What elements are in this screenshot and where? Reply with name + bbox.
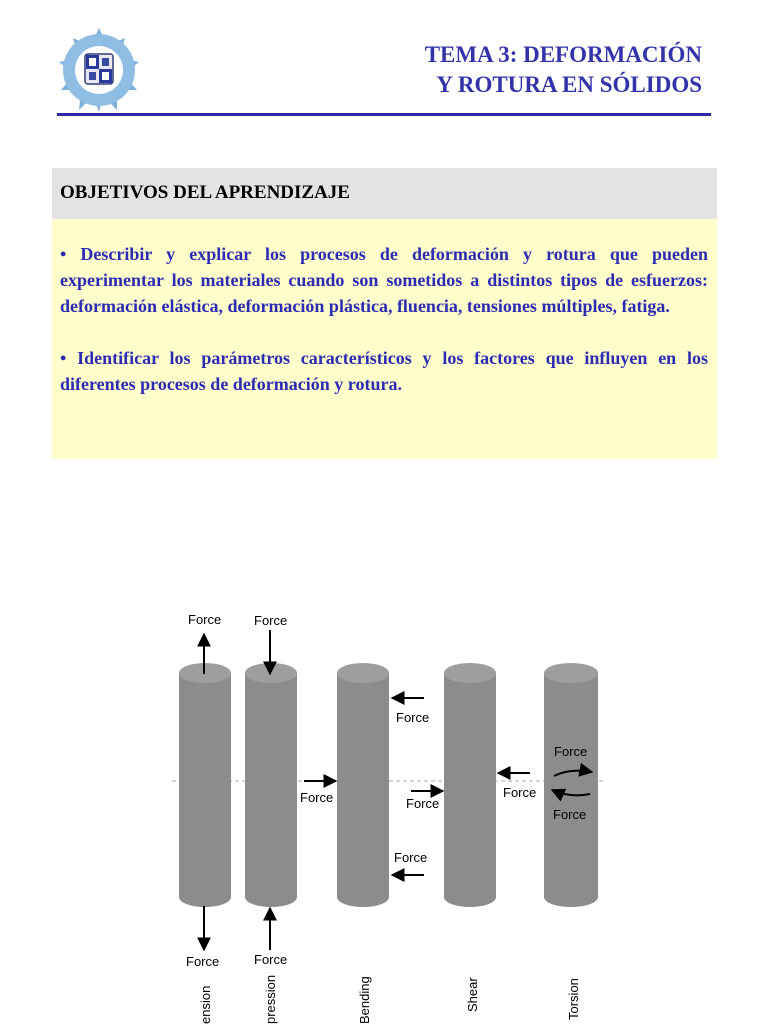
page-title <box>425 40 702 100</box>
type-label-compression: pression <box>263 974 278 1024</box>
force-label: Force <box>188 612 222 627</box>
objective-item: • Describir y explicar los procesos de deformación y rotura que pueden experimentar los materiales cuando son sometidos a distintos tipos de esfuerzos: deformación elástica, deformación plástica, fluencia, tensiones múltiples, fatiga. <box>60 244 708 316</box>
force-label: Force <box>406 796 440 811</box>
title-divider <box>57 113 711 116</box>
cylinder-torsion <box>544 663 598 907</box>
force-label: Force <box>254 952 288 967</box>
type-label-bending: Bending <box>357 976 372 1024</box>
cylinder-tension <box>179 663 231 907</box>
type-label-shear: Shear <box>465 977 480 1012</box>
university-logo <box>55 26 143 114</box>
cylinder-shear <box>444 663 496 907</box>
cylinder-compression <box>245 663 297 907</box>
force-label: Force <box>553 807 587 822</box>
cylinder-bending <box>337 663 389 907</box>
type-label-torsion: Torsion <box>566 978 581 1020</box>
stress-types-figure <box>170 600 610 1024</box>
objectives-box <box>52 219 717 459</box>
type-label-tension: ension <box>198 985 213 1024</box>
force-label: Force <box>554 744 588 759</box>
force-label: Force <box>396 710 430 725</box>
force-label: Force <box>503 785 537 800</box>
force-label: Force <box>300 790 334 805</box>
objective-item: • Identificar los parámetros característicos y los factores que influyen en los diferentes procesos de deformación y rotura. <box>60 348 708 394</box>
force-label: Force <box>186 954 220 969</box>
title-line-1: TEMA 3: DEFORMACIÓN <box>424 42 702 67</box>
force-label: Force <box>394 850 428 865</box>
force-label: Force <box>254 613 288 628</box>
title-line-2: Y ROTURA EN SÓLIDOS <box>436 72 702 97</box>
objectives-heading: OBJETIVOS DEL APRENDIZAJE <box>52 168 717 219</box>
